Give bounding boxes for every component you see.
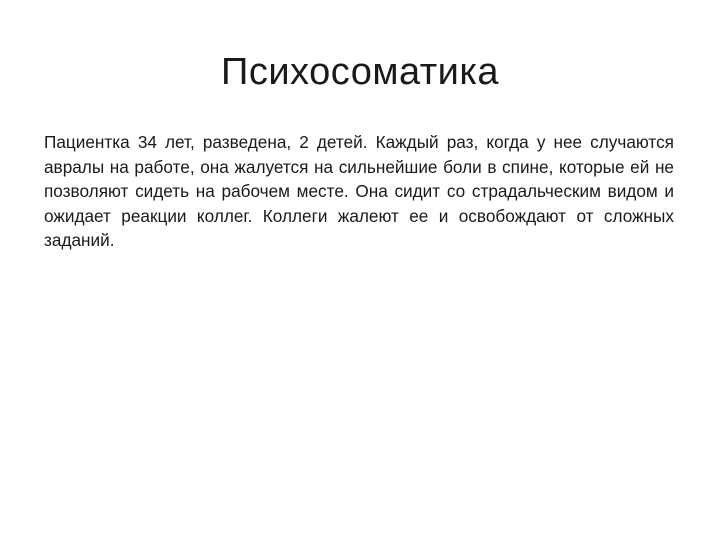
slide-body-text: Пациентка 34 лет, разведена, 2 детей. Каждый раз, когда у нее случаются авралы на работе, она жалуется на сильнейшие боли в спине, которые ей не позволяют сидеть на рабочем месте. Она сидит со страдальческим видом и ожидает реакции коллег. Коллеги жалеют ее и освобождают от сложных заданий.	[44, 132, 674, 251]
slide-title: Психосоматика	[221, 51, 499, 93]
